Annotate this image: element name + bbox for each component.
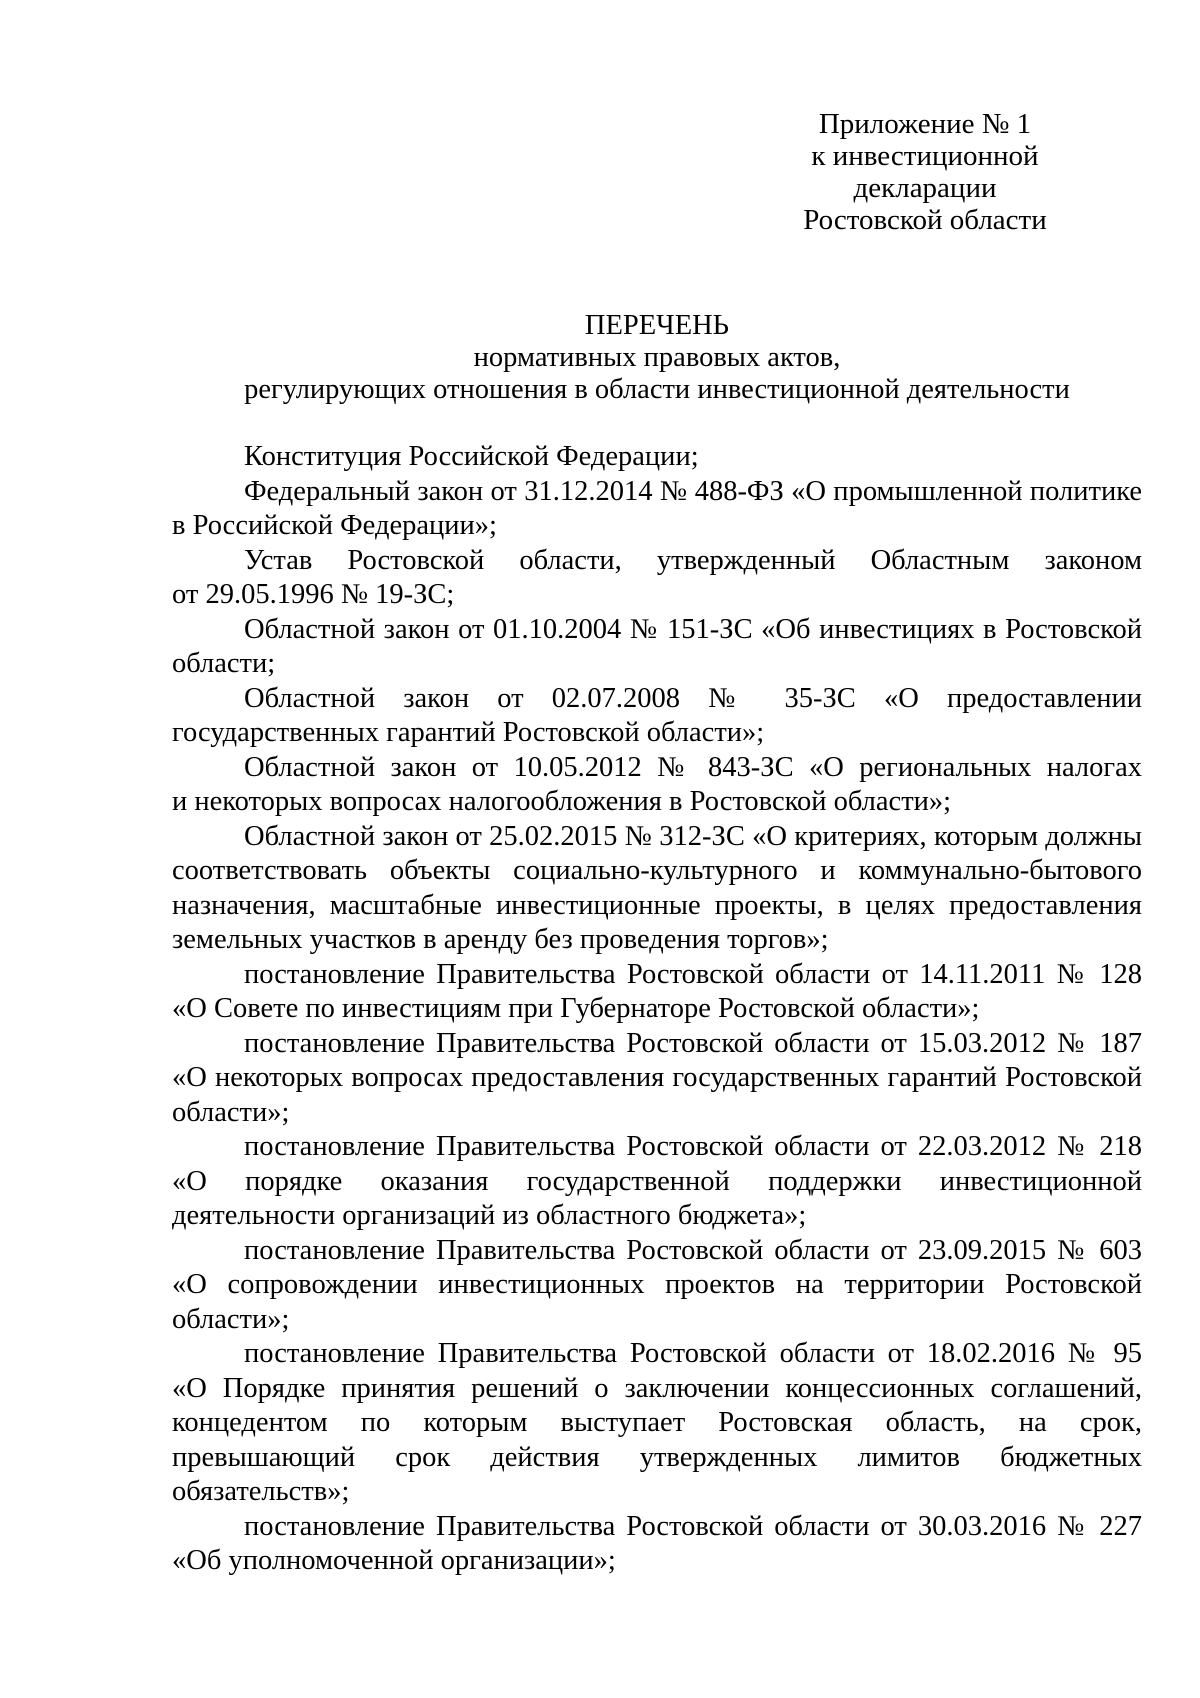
legal-act-line: области;: [172, 648, 276, 679]
appendix-header: [785, 108, 1065, 236]
legal-act-line: Федеральный закон от 31.12.2014 № 488-ФЗ «О промышленной политике: [244, 475, 1142, 507]
legal-act-line: Областной закон от 02.07.2008 № 35-ЗС «О предоставлении: [244, 682, 1142, 714]
legal-act-item: [172, 1234, 1142, 1338]
appendix-line: декларации: [853, 172, 997, 204]
legal-act-line: земельных участков в аренду без проведения торгов»;: [172, 924, 829, 955]
appendix-line: Приложение № 1: [818, 108, 1032, 140]
appendix-line: Ростовской области: [803, 204, 1047, 236]
legal-act-line: Конституция Российской Федерации;: [244, 441, 699, 472]
legal-act-item: [172, 475, 1142, 544]
legal-act-line: деятельности организаций из областного бюджета»;: [172, 1200, 807, 1231]
legal-act-item: [172, 751, 1142, 820]
legal-act-item: [172, 440, 1142, 475]
legal-act-item: [172, 544, 1142, 613]
legal-act-line: «О Порядке принятия решений о заключении концессионных соглашений,: [172, 1372, 1142, 1404]
legal-act-item: [172, 1130, 1142, 1234]
legal-act-line: Устав Ростовской области, утвержденный Областным законом: [244, 544, 1142, 576]
legal-act-line: «О сопровождении инвестиционных проектов на территории Ростовской: [172, 1269, 1142, 1300]
legal-act-line: от 29.05.1996 № 19-ЗС;: [172, 579, 455, 610]
legal-act-line: «Об уполномоченной организации»;: [172, 1545, 616, 1576]
legal-act-line: области»;: [172, 1303, 290, 1335]
legal-act-item: [172, 958, 1142, 1027]
document-subtitle: регулирующих отношения в области инвестиционной деятельности: [244, 374, 1070, 405]
appendix-line: к инвестиционной: [811, 140, 1039, 172]
legal-act-line: Областной закон от 25.02.2015 № 312-ЗС «О критериях, которым должны: [244, 820, 1142, 852]
legal-act-line: превышающий срок действия утвержденных лимитов бюджетных: [172, 1441, 1142, 1473]
legal-act-line: Областной закон от 10.05.2012 № 843-ЗС «О региональных налогах: [244, 751, 1142, 783]
legal-act-item: [172, 1510, 1142, 1579]
legal-act-line: постановление Правительства Ростовской области от 23.09.2015 № 603: [244, 1234, 1142, 1266]
legal-act-item: [172, 682, 1142, 751]
legal-act-line: Областной закон от 01.10.2004 № 151-ЗС «Об инвестициях в Ростовской: [244, 613, 1142, 645]
legal-act-line: «О порядке оказания государственной поддержки инвестиционной: [172, 1165, 1142, 1197]
legal-act-item: [172, 820, 1142, 958]
legal-act-line: обязательств»;: [172, 1476, 350, 1507]
document-title: ПЕРЕЧЕНЬ: [584, 310, 730, 341]
legal-act-line: «О некоторых вопросах предоставления государственных гарантий Ростовской: [172, 1062, 1142, 1093]
document-body: [172, 440, 1142, 1579]
legal-act-line: концедентом по которым выступает Ростовская область, на срок,: [172, 1407, 1142, 1438]
legal-act-item: [172, 1027, 1142, 1131]
legal-act-line: и некоторых вопросах налогообложения в Ростовской области»;: [172, 786, 952, 817]
legal-act-line: «О Совете по инвестициям при Губернаторе Ростовской области»;: [172, 993, 980, 1024]
legal-act-line: государственных гарантий Ростовской области»;: [172, 717, 765, 748]
legal-act-line: постановление Правительства Ростовской области от 14.11.2011 № 128: [244, 958, 1142, 990]
legal-act-line: постановление Правительства Ростовской области от 22.03.2012 № 218: [244, 1131, 1142, 1162]
legal-act-item: [172, 613, 1142, 682]
legal-act-line: соответствовать объекты социально-культурного и коммунально-бытового: [172, 855, 1142, 886]
document-heading: [172, 310, 1142, 406]
legal-act-line: назначения, масштабные инвестиционные проекты, в целях предоставления: [172, 889, 1142, 921]
legal-act-line: постановление Правительства Ростовской области от 30.03.2016 № 227: [244, 1510, 1142, 1542]
legal-act-line: области»;: [172, 1096, 290, 1128]
legal-act-item: [172, 1337, 1142, 1510]
legal-act-line: постановление Правительства Ростовской области от 15.03.2012 № 187: [244, 1027, 1142, 1059]
document-subtitle: нормативных правовых актов,: [473, 342, 841, 373]
legal-act-line: постановление Правительства Ростовской области от 18.02.2016 № 95: [244, 1338, 1142, 1369]
legal-act-line: в Российской Федерации»;: [172, 510, 497, 541]
